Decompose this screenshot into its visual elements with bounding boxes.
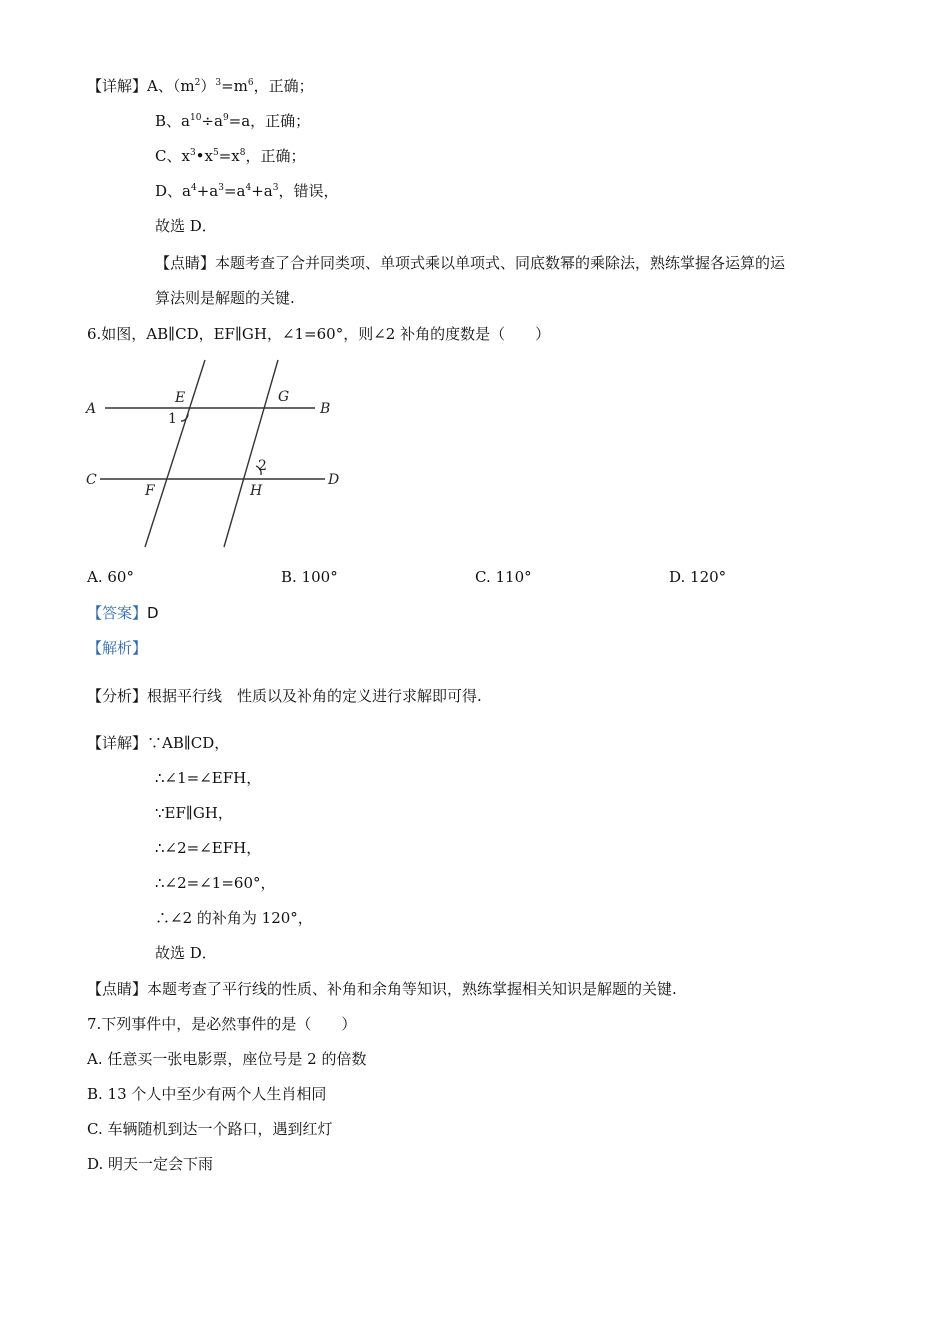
q7-stem: 7.下列事件中，是必然事件的是（ ） — [87, 1015, 357, 1033]
q6-detail-step4: ∴∠2=∠EFH， — [155, 839, 262, 857]
q6-option-c[interactable]: C. 110° — [475, 568, 532, 586]
line-gh — [224, 360, 278, 547]
label-c: C — [86, 472, 97, 488]
prev-detail-a: 【详解】A、$(m^2)^3=m^6$，正确； — [87, 77, 314, 95]
q6-detail-step5: ∴∠2=∠1=60°， — [155, 874, 276, 892]
label-angle2: 2 — [258, 458, 267, 474]
q6-comment: 【点睛】本题考查了平行线的性质、补角和余角等知识，熟练掌握相关知识是解题的关键. — [87, 980, 677, 998]
q7-option-a[interactable]: A. 任意买一张电影票，座位号是 2 的倍数 — [87, 1050, 367, 1068]
label-b: B — [320, 401, 331, 417]
q6-detail-step3: ∵EF∥GH， — [155, 804, 233, 822]
q6-option-a[interactable]: A. 60° — [87, 568, 134, 586]
q7-option-b[interactable]: B. 13 个人中至少有两个人生肖相同 — [87, 1085, 327, 1103]
label-g: G — [278, 389, 290, 405]
label-e: E — [175, 390, 186, 406]
q6-stem: 6.如图，AB∥CD，EF∥GH，∠1=60°，则∠2 补角的度数是（ ） — [87, 325, 551, 343]
prev-choose: 故选 D． — [155, 217, 217, 235]
q6-answer — [87, 603, 159, 623]
label-angle1: 1 — [168, 411, 177, 427]
prev-detail-c: C、$x^3•x^5=x^8$，正确； — [155, 147, 306, 165]
q6-option-b[interactable]: B. 100° — [281, 568, 338, 586]
q6-figure — [80, 355, 350, 555]
label-h: H — [250, 483, 263, 499]
prev-comment-line1: 【点睛】本题考查了合并同类项、单项式乘以单项式、同底数幂的乘除法，熟练掌握各运算的运 — [155, 254, 786, 272]
prev-detail-d: D、$a^4+a^3=a^4+a^3$，错误， — [155, 182, 339, 200]
q6-detail-step6: ∴∠2 的补角为 120°， — [155, 909, 313, 927]
q7-option-c[interactable]: C. 车辆随机到达一个路口，遇到红灯 — [87, 1120, 333, 1138]
q6-detail-step1: 【详解】∵AB∥CD， — [87, 734, 230, 752]
q6-option-d[interactable]: D. 120° — [669, 568, 727, 586]
q6-analysis: 【分析】根据平行线 性质以及补角的定义进行求解即可得. — [87, 687, 482, 705]
label-a: A — [86, 401, 97, 417]
q7-option-d[interactable]: D. 明天一定会下雨 — [87, 1155, 214, 1173]
answer-value: D — [147, 604, 159, 622]
prev-detail-b: B、$a^{10}\div a^9=a$，正确； — [155, 112, 311, 130]
line-ef — [145, 360, 205, 547]
q6-detail-step7: 故选 D． — [155, 944, 217, 962]
q6-detail-step2: ∴∠1=∠EFH， — [155, 769, 262, 787]
prev-comment-line2: 算法则是解题的关键. — [155, 289, 295, 307]
answer-label: 【答案】 — [87, 604, 148, 622]
label-f: F — [145, 483, 155, 499]
label-d: D — [328, 472, 340, 488]
detail-label: 【详解】 — [87, 77, 148, 95]
detail-label: 【详解】 — [87, 734, 148, 752]
q6-analysis-label: 【解析】 — [87, 639, 148, 657]
